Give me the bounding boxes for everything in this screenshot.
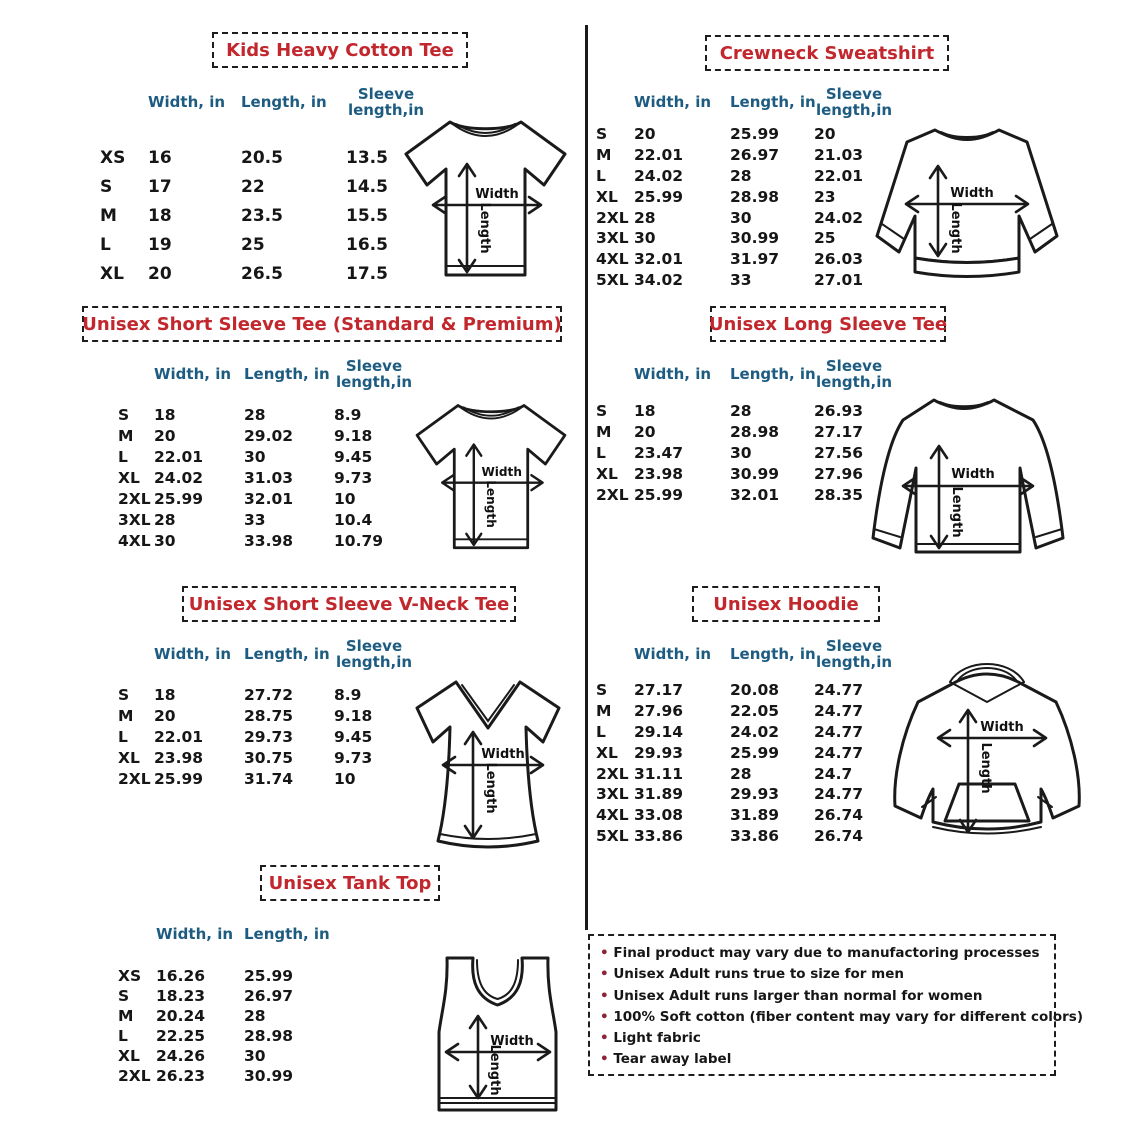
length-value: 33.98 — [244, 531, 294, 550]
column-header: Width, in — [634, 93, 712, 111]
note-item: • 100% Soft cotton (fiber content may vary for different colors) — [600, 1007, 1044, 1028]
sleeve-value: 23 — [814, 187, 836, 206]
width-value: 22.01 — [154, 447, 204, 466]
size-label: S — [596, 681, 608, 700]
length-value: 20.08 — [730, 681, 780, 700]
width-value: 24.02 — [634, 166, 684, 185]
vneck-tee-diagram-icon — [397, 666, 579, 852]
length-value: 28 — [730, 166, 752, 185]
sleeve-value: 24.7 — [814, 764, 853, 783]
width-value: 23.47 — [634, 443, 684, 462]
width-value: 29.93 — [634, 743, 684, 762]
title-text: Unisex Hoodie — [713, 593, 859, 615]
sleeve-value: 9.73 — [334, 468, 373, 487]
sleeve-value: 14.5 — [346, 177, 388, 198]
size-label: XL — [596, 464, 618, 483]
size-label: S — [596, 125, 608, 144]
length-value: 26.97 — [244, 987, 294, 1005]
size-label: S — [118, 405, 130, 424]
width-value: 18.23 — [156, 987, 206, 1005]
sleeve-value: 24.77 — [814, 722, 864, 741]
length-value: 23.5 — [241, 205, 283, 226]
size-label: 5XL — [596, 270, 629, 289]
column-header: Length, in — [244, 645, 330, 663]
sleeve-value: 22.01 — [814, 166, 864, 185]
sleeve-value: 24.77 — [814, 785, 864, 804]
size-label: S — [100, 177, 113, 198]
title-unisex-vneck-tee — [182, 586, 516, 622]
width-value: 20 — [154, 706, 176, 725]
sleeve-value: 9.45 — [334, 447, 373, 466]
length-value: 25 — [241, 234, 265, 255]
width-value: 31.11 — [634, 764, 684, 783]
length-value: 27.72 — [244, 685, 294, 704]
width-value: 30 — [154, 531, 176, 550]
sleeve-value: 24.77 — [814, 743, 864, 762]
length-value: 26.97 — [730, 146, 780, 165]
length-value: 30.75 — [244, 748, 294, 767]
length-value: 28 — [730, 401, 752, 420]
column-header: Width, in — [154, 365, 232, 383]
size-label: 3XL — [596, 785, 629, 804]
column-header: Sleeve length,in — [815, 357, 893, 391]
length-value: 26.5 — [241, 263, 283, 284]
size-label: M — [118, 1007, 134, 1025]
title-unisex-long-sleeve-tee — [710, 306, 946, 342]
sleeve-value: 9.18 — [334, 426, 373, 445]
size-label: 3XL — [596, 229, 629, 248]
size-label: 2XL — [596, 208, 629, 227]
length-label: Length — [949, 486, 964, 538]
length-label: Length — [487, 1044, 502, 1096]
size-label: XL — [118, 748, 140, 767]
length-label: Length — [948, 202, 963, 254]
sleeve-value: 24.77 — [814, 702, 864, 721]
table-header — [118, 632, 414, 676]
length-label: Length — [483, 480, 498, 528]
width-value: 20 — [634, 125, 656, 144]
title-text: Unisex Long Sleeve Tee — [708, 313, 948, 335]
sleeve-value: 24.02 — [814, 208, 864, 227]
sleeve-value: 15.5 — [346, 205, 388, 226]
length-value: 25.99 — [730, 743, 780, 762]
size-table-kids-heavy-cotton-tee — [100, 80, 426, 288]
size-label: 4XL — [596, 250, 629, 269]
length-value: 29.02 — [244, 426, 294, 445]
sleeve-value: 26.93 — [814, 401, 864, 420]
width-label: Width — [481, 465, 522, 480]
width-value: 20 — [634, 422, 656, 441]
width-value: 24.02 — [154, 468, 204, 487]
size-label: XL — [118, 468, 140, 487]
size-label: XL — [118, 1047, 140, 1065]
width-value: 27.96 — [634, 702, 684, 721]
title-text: Unisex Short Sleeve Tee (Standard & Premium) — [82, 313, 562, 335]
size-label: L — [100, 234, 111, 255]
title-text: Kids Heavy Cotton Tee — [226, 39, 454, 61]
column-divider — [585, 25, 588, 930]
note-item: • Unisex Adult runs larger than normal for women — [600, 986, 1044, 1007]
column-header: Sleeve length,in — [815, 637, 893, 671]
length-value: 33.86 — [730, 826, 780, 845]
column-header: Sleeve length,in — [335, 357, 413, 391]
sleeve-value: 8.9 — [334, 685, 362, 704]
length-label: Length — [978, 742, 993, 794]
size-label: XL — [596, 187, 618, 206]
size-label: XS — [118, 967, 142, 985]
width-value: 20 — [148, 263, 172, 284]
size-label: XS — [100, 148, 126, 169]
width-value: 25.99 — [154, 769, 204, 788]
width-value: 25.99 — [634, 187, 684, 206]
size-label: S — [596, 401, 608, 420]
width-value: 22.01 — [634, 146, 684, 165]
column-header: Width, in — [634, 365, 712, 383]
title-text: Crewneck Sweatshirt — [719, 42, 935, 64]
column-header: Width, in — [634, 645, 712, 663]
length-value: 31.89 — [730, 806, 780, 825]
length-value: 22 — [241, 177, 265, 198]
tshirt-diagram-icon — [405, 392, 577, 564]
size-label: 4XL — [118, 531, 151, 550]
width-value: 31.89 — [634, 785, 684, 804]
sleeve-value: 9.45 — [334, 727, 373, 746]
sleeve-value: 8.9 — [334, 405, 362, 424]
note-item: • Unisex Adult runs true to size for men — [600, 964, 1044, 985]
length-value: 29.73 — [244, 727, 294, 746]
width-value: 28 — [634, 208, 656, 227]
size-table-crewneck-sweatshirt — [596, 80, 894, 290]
hoodie-diagram-icon — [880, 646, 1094, 858]
title-kids-heavy-cotton-tee — [212, 32, 468, 68]
length-value: 22.05 — [730, 702, 780, 721]
size-label: M — [596, 146, 612, 165]
tank-top-diagram-icon — [420, 948, 575, 1128]
length-value: 20.5 — [241, 148, 283, 169]
sleeve-value: 26.74 — [814, 826, 864, 845]
length-value: 28 — [244, 405, 266, 424]
size-label: M — [118, 706, 134, 725]
title-text: Unisex Short Sleeve V-Neck Tee — [188, 593, 510, 615]
length-value: 28 — [244, 1007, 266, 1025]
sleeve-value: 28.35 — [814, 485, 864, 504]
width-value: 19 — [148, 234, 172, 255]
length-value: 28.98 — [244, 1027, 294, 1045]
column-header: Length, in — [241, 93, 327, 111]
width-value: 34.02 — [634, 270, 684, 289]
length-value: 30.99 — [730, 229, 780, 248]
length-value: 30 — [730, 443, 752, 462]
column-header: Sleeve length,in — [335, 637, 413, 671]
title-text: Unisex Tank Top — [268, 872, 432, 894]
column-header: Sleeve length,in — [347, 85, 425, 119]
size-label: S — [118, 987, 130, 1005]
size-label: L — [596, 722, 606, 741]
column-header: Length, in — [244, 365, 330, 383]
size-table-unisex-tank-top — [118, 912, 334, 1086]
width-value: 18 — [154, 685, 176, 704]
title-unisex-short-sleeve-tee — [82, 306, 562, 342]
width-label: Width — [475, 187, 519, 202]
sleeve-value: 25 — [814, 229, 836, 248]
width-value: 25.99 — [154, 489, 204, 508]
sleeve-value: 27.96 — [814, 464, 864, 483]
width-value: 17 — [148, 177, 172, 198]
width-value: 33.08 — [634, 806, 684, 825]
size-label: 2XL — [118, 489, 151, 508]
sleeve-value: 24.77 — [814, 681, 864, 700]
width-value: 32.01 — [634, 250, 684, 269]
width-label: Width — [481, 747, 525, 762]
sleeve-value: 17.5 — [346, 263, 388, 284]
length-value: 28 — [730, 764, 752, 783]
length-value: 31.74 — [244, 769, 294, 788]
width-label: Width — [490, 1034, 534, 1049]
size-table-unisex-short-sleeve-tee — [118, 352, 414, 551]
sleeve-value: 10.4 — [334, 510, 373, 529]
sweatshirt-diagram-icon — [860, 120, 1074, 296]
table-header — [118, 912, 334, 956]
size-label: 5XL — [596, 826, 629, 845]
size-table-unisex-vneck-tee — [118, 632, 414, 789]
length-value: 30 — [244, 1047, 266, 1065]
width-value: 23.98 — [634, 464, 684, 483]
length-value: 32.01 — [244, 489, 294, 508]
sleeve-value: 26.03 — [814, 250, 864, 269]
width-value: 18 — [634, 401, 656, 420]
width-value: 27.17 — [634, 681, 684, 700]
column-header: Length, in — [730, 645, 816, 663]
size-label: 3XL — [118, 510, 151, 529]
width-value: 33.86 — [634, 826, 684, 845]
tshirt-diagram-icon — [393, 110, 578, 290]
column-header: Width, in — [154, 645, 232, 663]
sleeve-value: 26.74 — [814, 806, 864, 825]
column-header: Width, in — [156, 925, 234, 943]
width-label: Width — [951, 467, 995, 482]
title-unisex-tank-top — [260, 865, 440, 901]
length-value: 28.98 — [730, 422, 780, 441]
width-value: 22.01 — [154, 727, 204, 746]
length-value: 30.99 — [244, 1067, 294, 1085]
size-label: XL — [596, 743, 618, 762]
product-notes-box — [588, 934, 1083, 1076]
length-value: 33 — [244, 510, 266, 529]
table-header — [596, 352, 894, 396]
table-header — [100, 80, 426, 124]
sleeve-value: 10 — [334, 489, 356, 508]
width-value: 23.98 — [154, 748, 204, 767]
size-label: S — [118, 685, 130, 704]
length-label: Length — [483, 762, 498, 814]
sleeve-value: 16.5 — [346, 234, 388, 255]
width-value: 18 — [154, 405, 176, 424]
size-label: 4XL — [596, 806, 629, 825]
size-label: M — [100, 205, 117, 226]
size-label: L — [118, 1027, 128, 1045]
size-label: L — [118, 447, 128, 466]
length-value: 29.93 — [730, 785, 780, 804]
width-value: 25.99 — [634, 485, 684, 504]
column-header: Length, in — [730, 365, 816, 383]
size-label: M — [596, 702, 612, 721]
column-header: Sleeve length,in — [815, 85, 893, 119]
table-header — [596, 632, 894, 676]
size-table-unisex-long-sleeve-tee — [596, 352, 894, 505]
width-value: 24.26 — [156, 1047, 206, 1065]
size-label: 2XL — [118, 1067, 151, 1085]
length-value: 30.99 — [730, 464, 780, 483]
size-label: 2XL — [596, 485, 629, 504]
length-value: 28.75 — [244, 706, 294, 725]
sleeve-value: 10 — [334, 769, 356, 788]
length-value: 24.02 — [730, 722, 780, 741]
note-item: • Light fabric — [600, 1028, 1044, 1049]
length-value: 30 — [244, 447, 266, 466]
width-value: 20.24 — [156, 1007, 206, 1025]
width-value: 22.25 — [156, 1027, 206, 1045]
sleeve-value: 9.18 — [334, 706, 373, 725]
length-value: 32.01 — [730, 485, 780, 504]
size-table-unisex-hoodie — [596, 632, 894, 846]
sleeve-value: 27.01 — [814, 270, 864, 289]
size-label: XL — [100, 263, 124, 284]
column-header: Length, in — [730, 93, 816, 111]
size-label: L — [596, 166, 606, 185]
length-value: 31.97 — [730, 250, 780, 269]
title-crewneck-sweatshirt — [705, 35, 949, 71]
size-label: 2XL — [118, 769, 151, 788]
length-value: 25.99 — [244, 967, 294, 985]
width-label: Width — [950, 186, 994, 201]
length-value: 28.98 — [730, 187, 780, 206]
length-value: 33 — [730, 270, 752, 289]
width-value: 16.26 — [156, 967, 206, 985]
sleeve-value: 27.56 — [814, 443, 864, 462]
size-label: 2XL — [596, 764, 629, 783]
width-value: 26.23 — [156, 1067, 206, 1085]
table-header — [596, 80, 894, 124]
sleeve-value: 13.5 — [346, 148, 388, 169]
title-unisex-hoodie — [692, 586, 880, 622]
width-value: 20 — [154, 426, 176, 445]
sleeve-value: 10.79 — [334, 531, 384, 550]
table-header — [118, 352, 414, 396]
width-value: 18 — [148, 205, 172, 226]
length-label: Length — [477, 202, 492, 254]
size-label: L — [596, 443, 606, 462]
width-value: 28 — [154, 510, 176, 529]
sleeve-value: 20 — [814, 125, 836, 144]
length-value: 30 — [730, 208, 752, 227]
width-label: Width — [980, 720, 1024, 735]
sleeve-value: 27.17 — [814, 422, 864, 441]
note-item: • Tear away label — [600, 1049, 1044, 1070]
column-header: Length, in — [244, 925, 330, 943]
sleeve-value: 9.73 — [334, 748, 373, 767]
width-value: 16 — [148, 148, 172, 169]
note-item: • Final product may vary due to manufactoring processes — [600, 943, 1044, 964]
size-label: L — [118, 727, 128, 746]
column-header: Width, in — [148, 93, 226, 111]
width-value: 29.14 — [634, 722, 684, 741]
width-value: 30 — [634, 229, 656, 248]
sleeve-value: 21.03 — [814, 146, 864, 165]
size-label: M — [596, 422, 612, 441]
length-value: 31.03 — [244, 468, 294, 487]
length-value: 25.99 — [730, 125, 780, 144]
long-sleeve-tee-diagram-icon — [851, 390, 1085, 570]
size-label: M — [118, 426, 134, 445]
